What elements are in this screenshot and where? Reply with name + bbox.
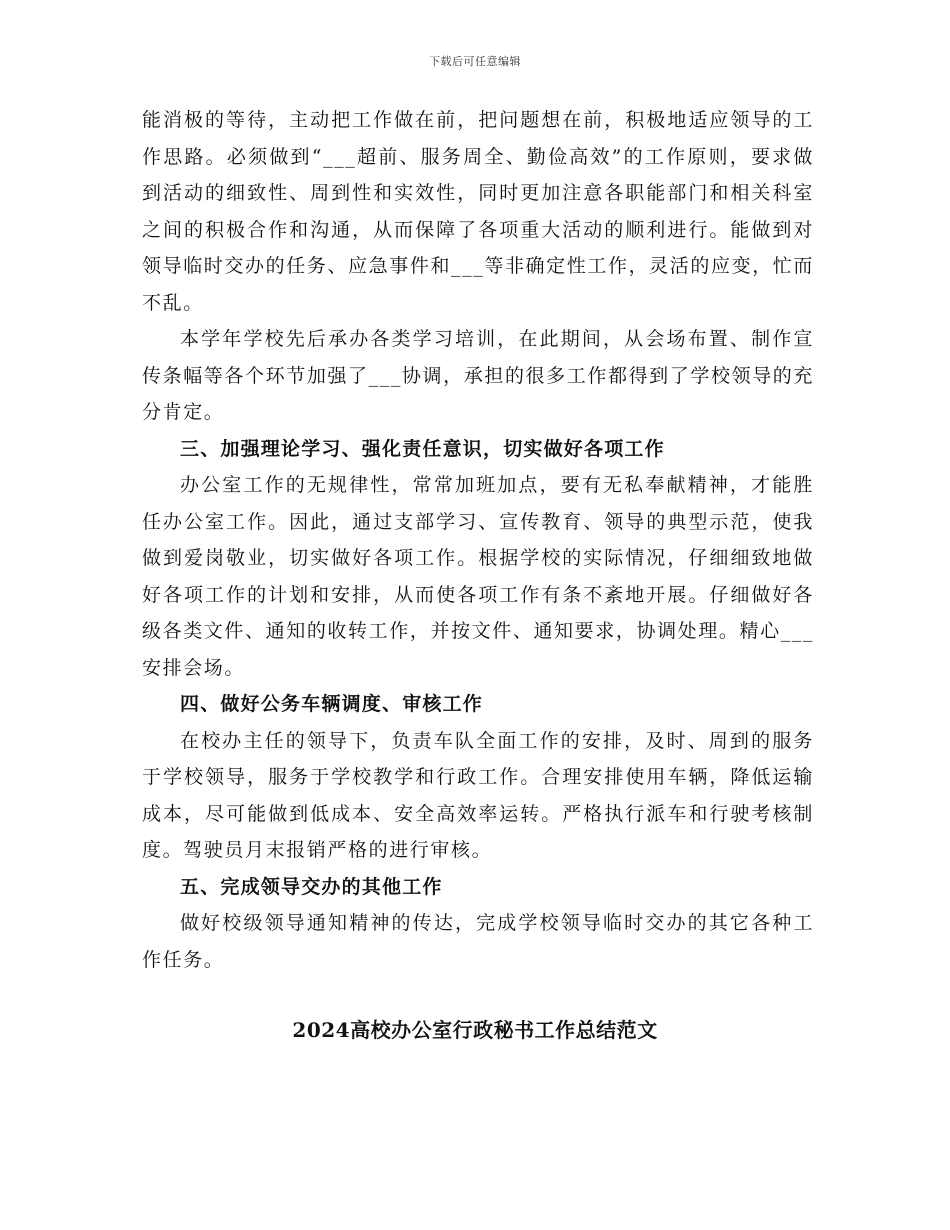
body-paragraph: 做好校级领导通知精神的传达，完成学校领导临时交办的其它各种工作任务。 [142,912,814,971]
document-body [142,102,814,978]
body-paragraph: 办公室工作的无规律性，常常加班加点，要有无私奉献精神，才能胜任办公室工作。因此，通过支部学习、宣传教育、领导的典型示范，使我做到爱岗敬业，切实做好各项工作。根据学校的实际情况，仔细细致地做好各项工作的计划和安排，从而使各项工作有条不紊地开展。仔细做好各级各类文件、通知的收转工作，并按文件、通知要求，协调处理。精心___安排会场。 [142,474,814,679]
header-note: 下载后可任意编辑 [429,55,521,68]
body-paragraph: 本学年学校先后承办各类学习培训，在此期间，从会场布置、制作宣传条幅等各个环节加强了___协调，承担的很多工作都得到了学校领导的充分肯定。 [142,328,814,423]
body-paragraph: 能消极的等待，主动把工作做在前，把问题想在前，积极地适应领导的工作思路。必须做到“___超前、服务周全、勤俭高效”的工作原则，要求做到活动的细致性、周到性和实效性，同时更加注意各职能部门和相关科室之间的积极合作和沟通，从而保障了各项重大活动的顺利进行。能做到对领导临时交办的任务、应急事件和___等非确定性工作，灵活的应变，忙而不乱。 [142,109,814,314]
document-title: 2024高校办公室行政秘书工作总结范文 [292,1018,658,1042]
section-heading: 五、完成领导交办的其他工作 [180,875,443,898]
section-heading: 三、加强理论学习、强化责任意识，切实做好各项工作 [180,437,665,460]
section-heading: 四、做好公务车辆调度、审核工作 [180,693,484,715]
body-paragraph: 在校办主任的领导下，负责车队全面工作的安排，及时、周到的服务于学校领导，服务于学校教学和行政工作。合理安排使用车辆，降低运输成本，尽可能做到低成本、安全高效率运转。严格执行派车和行驶考核制度。驾驶员月末报销严格的进行审核。 [142,729,814,861]
